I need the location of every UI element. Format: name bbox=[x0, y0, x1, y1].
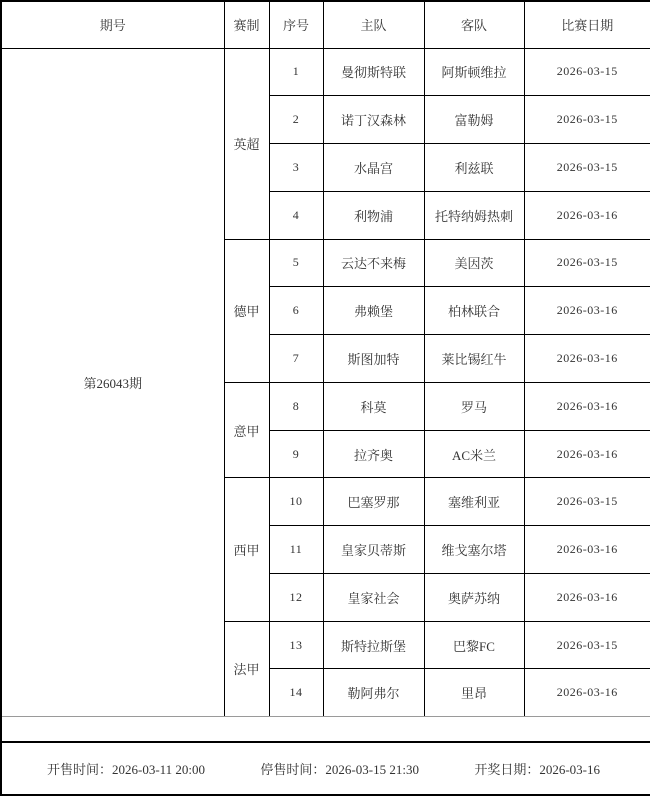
away-team-cell: 美因茨 bbox=[424, 239, 524, 287]
spacer-cell bbox=[1, 717, 650, 742]
match-no-cell: 3 bbox=[269, 144, 323, 192]
match-date-cell: 2026-03-16 bbox=[524, 526, 650, 574]
draw-date: 开奖日期：2026-03-16 bbox=[474, 762, 600, 778]
match-no-cell: 7 bbox=[269, 335, 323, 383]
away-team-cell: 里昂 bbox=[424, 669, 524, 717]
match-no-cell: 11 bbox=[269, 526, 323, 574]
match-no-cell: 1 bbox=[269, 48, 323, 96]
home-team-cell: 勒阿弗尔 bbox=[323, 669, 424, 717]
match-date-cell: 2026-03-16 bbox=[524, 335, 650, 383]
period-cell: 第26043期 bbox=[1, 48, 224, 717]
league-cell: 意甲 bbox=[224, 382, 269, 478]
match-date-cell: 2026-03-16 bbox=[524, 669, 650, 717]
away-team-cell: AC米兰 bbox=[424, 430, 524, 478]
match-no-cell: 4 bbox=[269, 191, 323, 239]
footer-times bbox=[2, 759, 650, 778]
match-date-cell: 2026-03-16 bbox=[524, 191, 650, 239]
sale-start-time: 开售时间：2026-03-11 20:00 bbox=[47, 762, 206, 778]
away-team-cell: 富勒姆 bbox=[424, 96, 524, 144]
match-date-cell: 2026-03-15 bbox=[524, 621, 650, 669]
match-no-cell: 8 bbox=[269, 382, 323, 430]
column-header-away: 客队 bbox=[424, 1, 524, 48]
away-team-cell: 奥萨苏纳 bbox=[424, 573, 524, 621]
away-team-cell: 柏林联合 bbox=[424, 287, 524, 335]
home-team-cell: 诺丁汉森林 bbox=[323, 96, 424, 144]
home-team-cell: 拉齐奥 bbox=[323, 430, 424, 478]
match-no-cell: 12 bbox=[269, 573, 323, 621]
home-team-cell: 巴塞罗那 bbox=[323, 478, 424, 526]
match-date-cell: 2026-03-15 bbox=[524, 144, 650, 192]
away-team-cell: 维戈塞尔塔 bbox=[424, 526, 524, 574]
home-team-cell: 曼彻斯特联 bbox=[323, 48, 424, 96]
home-team-cell: 皇家贝蒂斯 bbox=[323, 526, 424, 574]
match-date-cell: 2026-03-15 bbox=[524, 478, 650, 526]
away-team-cell: 塞维利亚 bbox=[424, 478, 524, 526]
header-row bbox=[1, 1, 650, 48]
match-no-cell: 9 bbox=[269, 430, 323, 478]
match-date-cell: 2026-03-16 bbox=[524, 382, 650, 430]
home-team-cell: 斯图加特 bbox=[323, 335, 424, 383]
league-cell: 西甲 bbox=[224, 478, 269, 621]
column-header-date: 比赛日期 bbox=[524, 1, 650, 48]
away-team-cell: 阿斯顿维拉 bbox=[424, 48, 524, 96]
home-team-cell: 云达不来梅 bbox=[323, 239, 424, 287]
footer-row bbox=[1, 742, 650, 795]
away-team-cell: 巴黎FC bbox=[424, 621, 524, 669]
away-team-cell: 莱比锡红牛 bbox=[424, 335, 524, 383]
match-no-cell: 2 bbox=[269, 96, 323, 144]
match-date-cell: 2026-03-15 bbox=[524, 48, 650, 96]
home-team-cell: 科莫 bbox=[323, 382, 424, 430]
match-date-cell: 2026-03-16 bbox=[524, 430, 650, 478]
home-team-cell: 利物浦 bbox=[323, 191, 424, 239]
league-cell: 英超 bbox=[224, 48, 269, 239]
sale-end-time: 停售时间：2026-03-15 21:30 bbox=[260, 762, 419, 778]
match-date-cell: 2026-03-16 bbox=[524, 287, 650, 335]
home-team-cell: 斯特拉斯堡 bbox=[323, 621, 424, 669]
match-date-cell: 2026-03-15 bbox=[524, 96, 650, 144]
away-team-cell: 托特纳姆热刺 bbox=[424, 191, 524, 239]
column-header-league: 赛制 bbox=[224, 1, 269, 48]
column-header-period: 期号 bbox=[1, 1, 224, 48]
match-date-cell: 2026-03-15 bbox=[524, 239, 650, 287]
league-cell: 法甲 bbox=[224, 621, 269, 717]
spacer-row bbox=[1, 717, 650, 742]
match-no-cell: 10 bbox=[269, 478, 323, 526]
column-header-no: 序号 bbox=[269, 1, 323, 48]
match-no-cell: 5 bbox=[269, 239, 323, 287]
match-no-cell: 6 bbox=[269, 287, 323, 335]
match-no-cell: 14 bbox=[269, 669, 323, 717]
match-table-body bbox=[1, 48, 650, 717]
match-date-cell: 2026-03-16 bbox=[524, 573, 650, 621]
home-team-cell: 弗赖堡 bbox=[323, 287, 424, 335]
home-team-cell: 皇家社会 bbox=[323, 573, 424, 621]
league-cell: 德甲 bbox=[224, 239, 269, 382]
away-team-cell: 利兹联 bbox=[424, 144, 524, 192]
table-footer bbox=[1, 717, 650, 795]
footer-cell bbox=[1, 742, 650, 795]
match-no-cell: 13 bbox=[269, 621, 323, 669]
home-team-cell: 水晶宫 bbox=[323, 144, 424, 192]
column-header-home: 主队 bbox=[323, 1, 424, 48]
match-row bbox=[1, 48, 650, 96]
table-header bbox=[1, 1, 650, 48]
away-team-cell: 罗马 bbox=[424, 382, 524, 430]
